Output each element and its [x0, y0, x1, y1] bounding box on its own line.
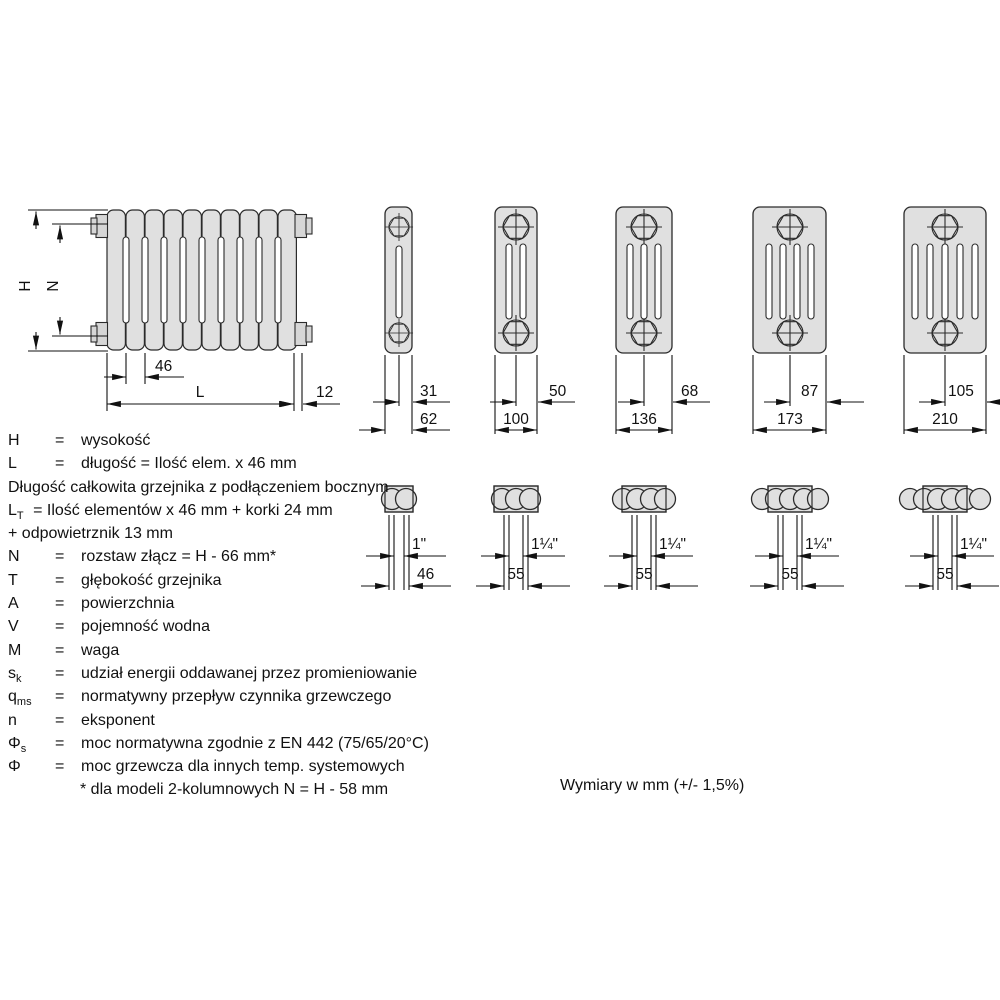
dim-label-thread: 1¼": [805, 536, 833, 553]
legend-symbol: $q_{ms}$: [8, 688, 32, 709]
legend-desc: wysokość: [81, 432, 151, 449]
connection-stub-top-left: [91, 215, 108, 238]
legend: [8, 429, 588, 802]
legend-symbol: n: [8, 711, 17, 729]
legend-row-qms: [8, 685, 588, 708]
dim-label-N: N: [45, 280, 62, 292]
legend-symbol: $\Phi_s$: [8, 734, 27, 756]
cross-section-4-columns: [616, 207, 710, 434]
legend-symbol: N: [8, 548, 20, 566]
legend-equals: =: [55, 595, 65, 613]
connection-stub-bottom-left: [91, 323, 108, 346]
legend-row-phi-s: [8, 732, 588, 755]
dimension-12: [272, 353, 340, 411]
dim-label-element-length: 55: [781, 566, 799, 583]
dim-label-half-depth: 68: [681, 383, 699, 400]
legend-desc: waga: [81, 641, 120, 659]
dim-label-depth: 62: [420, 411, 438, 428]
legend-equals: =: [55, 455, 65, 473]
legend-desc: długość = Ilość elem. x 46 mm: [81, 455, 297, 473]
dim-label-depth: 210: [932, 411, 958, 428]
dim-label-depth: 100: [503, 411, 529, 428]
legend-symbol: $s_k$: [8, 664, 22, 686]
legend-symbol: H: [8, 432, 20, 449]
dim-label-thread: 1¼": [659, 536, 687, 553]
dimensions-note: Wymiary w mm (+/- 1,5%): [560, 777, 745, 794]
connection-stub-bottom-right: [295, 323, 312, 346]
legend-row-H: [8, 429, 588, 452]
legend-equals: =: [55, 711, 65, 729]
legend-row-A: [8, 592, 588, 615]
legend-row-L: [8, 452, 588, 475]
dim-label-half-depth: 31: [420, 383, 438, 400]
legend-desc: pojemność wodna: [81, 618, 210, 636]
legend-symbol: M: [8, 641, 22, 659]
legend-row-total-length-title: Długość całkowita grzejnika z podłączeniem bocznym: [8, 478, 389, 496]
legend-desc: = Ilość elementów x 46 mm + korki 24 mm: [33, 501, 333, 519]
dim-label-element-length: 55: [936, 566, 954, 583]
dimension-N: [45, 224, 108, 336]
cross-section-2-columns: [359, 207, 450, 434]
legend-row-V: [8, 615, 588, 638]
cross-section-5-columns: [753, 207, 864, 434]
dim-label-H: H: [17, 280, 34, 292]
legend-symbol: A: [8, 595, 19, 613]
dim-label-L: L: [195, 384, 205, 401]
legend-row-N: [8, 545, 588, 568]
dimension-L: [107, 353, 294, 411]
dim-label-12: 12: [316, 384, 334, 401]
legend-row-n: [8, 709, 588, 732]
radiator-front-view: [17, 210, 340, 411]
dimension-element-pitch: [104, 353, 184, 384]
cross-section-6-columns: [904, 207, 999, 434]
legend-desc: moc grzewcza dla innych temp. systemowych: [81, 758, 405, 776]
top-view-6-columns: [900, 486, 1000, 590]
legend-desc: rozstaw złącz = H - 66 mm*: [81, 548, 277, 566]
legend-row-phi: [8, 755, 588, 778]
dim-label-element-length: 55: [507, 566, 525, 583]
top-view-4-columns: [604, 486, 698, 590]
top-view-5-columns: [750, 486, 844, 590]
dim-label-half-depth: 50: [549, 383, 567, 400]
legend-symbol: V: [8, 618, 19, 636]
legend-symbol: $L_T$: [8, 501, 24, 523]
dim-label-thread: 1": [412, 536, 427, 553]
dim-label-thread: 1¼": [960, 536, 988, 553]
dim-label-element-length: 55: [635, 566, 653, 583]
legend-row-LT: [8, 499, 588, 522]
legend-desc: głębokość grzejnika: [81, 571, 222, 589]
legend-symbol: L: [8, 455, 17, 473]
dim-label-half-depth: 87: [801, 383, 819, 400]
legend-row-M: [8, 639, 588, 662]
dim-label-element-length: 46: [417, 566, 435, 583]
legend-desc: moc normatywna zgodnie z EN 442 (75/65/20°C): [81, 734, 429, 752]
legend-desc: normatywny przepływ czynnika grzewczego: [81, 688, 392, 706]
legend-equals: =: [55, 641, 65, 659]
legend-desc: powierzchnia: [81, 595, 175, 613]
dim-label-thread: 1¼": [531, 536, 559, 553]
legend-equals: =: [55, 734, 65, 752]
legend-equals: =: [55, 664, 65, 682]
legend-symbol: Φ: [8, 758, 21, 776]
legend-equals: =: [55, 688, 65, 706]
dim-label-half-depth: 105: [948, 383, 974, 400]
legend-desc: eksponent: [81, 711, 155, 729]
legend-row-sk: [8, 662, 588, 685]
legend-desc: udział energii oddawanej przez promieniowanie: [81, 664, 418, 682]
legend-equals: =: [55, 618, 65, 636]
legend-equals: =: [55, 432, 65, 449]
dim-label-depth: 173: [777, 411, 803, 428]
legend-equals: =: [55, 548, 65, 566]
dim-label-46: 46: [155, 358, 173, 375]
legend-row-footnote: * dla modeli 2-kolumnowych N = H - 58 mm: [80, 781, 389, 799]
legend-row-air-vent: + odpowietrznik 13 mm: [8, 525, 173, 543]
legend-row-T: [8, 569, 588, 592]
legend-equals: =: [55, 758, 65, 776]
dim-label-depth: 136: [631, 411, 657, 428]
cross-section-3-columns: [490, 207, 575, 434]
connection-stub-top-right: [295, 215, 312, 238]
legend-equals: =: [55, 571, 65, 589]
legend-symbol: T: [8, 571, 18, 589]
